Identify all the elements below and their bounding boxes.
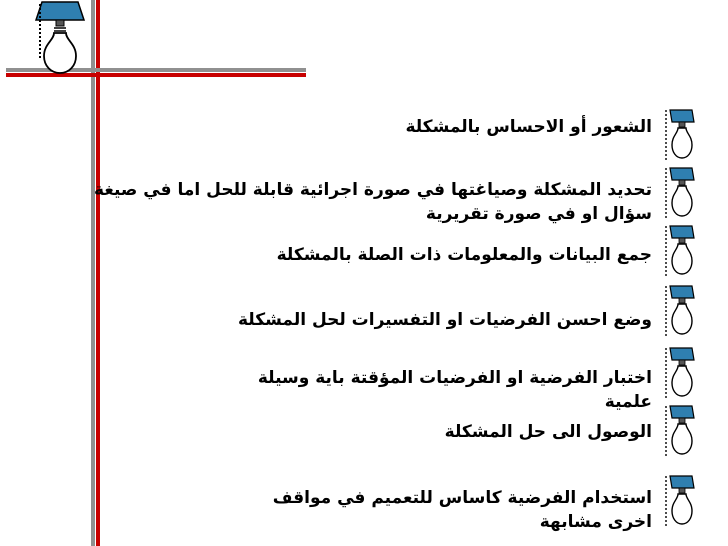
step-6-bulb-icon [662,404,696,458]
step-3-text: جمع البيانات والمعلومات ذات الصلة بالمشكلة [276,245,652,265]
step-5-text: اختبار الفرضية او الفرضيات المؤقتة باية وسيلة علمية [257,368,652,412]
step-2-text: تحديد المشكلة وصياغتها في صورة اجرائية قابلة للحل اما في صيغة سؤال او في صورة تقريرية [94,180,652,224]
step-3-bulb-icon [662,224,696,278]
step-2-bulb-icon [662,166,696,220]
step-6-text: الوصول الى حل المشكلة [444,422,652,442]
step-7-text: استخدام الفرضية كاساس للتعميم في مواقف اخرى مشابهة [272,488,652,532]
step-7-bulb-icon [662,474,696,528]
step-4-bulb-icon [662,284,696,338]
step-1-bulb-icon [662,108,696,162]
step-5-bulb-icon [662,346,696,400]
frame-vertical-gray-line [91,0,95,546]
step-4-text: وضع احسن الفرضيات او التفسيرات لحل المشكلة [237,310,652,330]
frame-vertical-red-line [96,0,100,546]
step-1-text: الشعور أو الاحساس بالمشكلة [405,117,652,137]
hanging-light-bulb-icon [32,0,88,76]
